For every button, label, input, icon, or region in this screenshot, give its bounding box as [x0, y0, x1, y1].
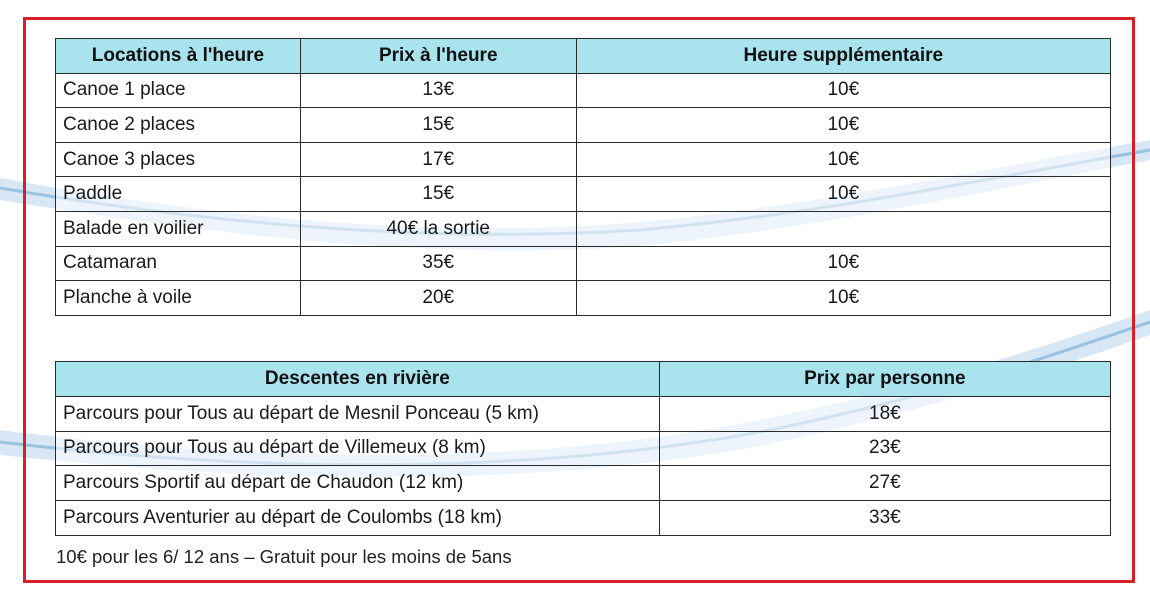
rental-price: 17€ [300, 142, 576, 177]
rentals-table [55, 38, 1111, 316]
table-row [56, 281, 1111, 316]
header-descents: Descentes en rivière [56, 362, 660, 397]
table-row [56, 177, 1111, 212]
route-price: 33€ [659, 501, 1110, 536]
rental-name: Canoe 2 places [56, 108, 301, 143]
rental-extra: 10€ [576, 142, 1110, 177]
rental-name: Canoe 3 places [56, 142, 301, 177]
route-price: 23€ [659, 431, 1110, 466]
table-row [56, 501, 1111, 536]
table-row [56, 211, 1111, 246]
rental-price: 35€ [300, 246, 576, 281]
route-name: Parcours Aventurier au départ de Coulombs (18 km) [56, 501, 660, 536]
route-name: Parcours pour Tous au départ de Mesnil Ponceau (5 km) [56, 396, 660, 431]
rental-extra [576, 211, 1110, 246]
rental-extra: 10€ [576, 177, 1110, 212]
rental-name: Catamaran [56, 246, 301, 281]
table-header-row [56, 39, 1111, 74]
rental-name: Paddle [56, 177, 301, 212]
river-descents-table [55, 361, 1111, 536]
table-row [56, 73, 1111, 108]
rental-name: Canoe 1 place [56, 73, 301, 108]
route-name: Parcours pour Tous au départ de Villemeux (8 km) [56, 431, 660, 466]
table-header-row [56, 362, 1111, 397]
rental-name: Balade en voilier [56, 211, 301, 246]
rental-price: 15€ [300, 177, 576, 212]
rental-name: Planche à voile [56, 281, 301, 316]
route-price: 18€ [659, 396, 1110, 431]
rental-extra: 10€ [576, 73, 1110, 108]
table-row [56, 108, 1111, 143]
table-row [56, 396, 1111, 431]
table-row [56, 142, 1111, 177]
table-row [56, 246, 1111, 281]
header-price-per-hour: Prix à l'heure [300, 39, 576, 74]
route-name: Parcours Sportif au départ de Chaudon (12 km) [56, 466, 660, 501]
rental-price: 40€ la sortie [300, 211, 576, 246]
rental-extra: 10€ [576, 281, 1110, 316]
header-extra-hour: Heure supplémentaire [576, 39, 1110, 74]
header-locations: Locations à l'heure [56, 39, 301, 74]
footnote: 10€ pour les 6/ 12 ans – Gratuit pour les moins de 5ans [56, 546, 512, 567]
rental-price: 20€ [300, 281, 576, 316]
rental-price: 15€ [300, 108, 576, 143]
rental-extra: 10€ [576, 246, 1110, 281]
rental-price: 13€ [300, 73, 576, 108]
route-price: 27€ [659, 466, 1110, 501]
rental-extra: 10€ [576, 108, 1110, 143]
table-row [56, 431, 1111, 466]
header-price-per-person: Prix par personne [659, 362, 1110, 397]
table-row [56, 466, 1111, 501]
